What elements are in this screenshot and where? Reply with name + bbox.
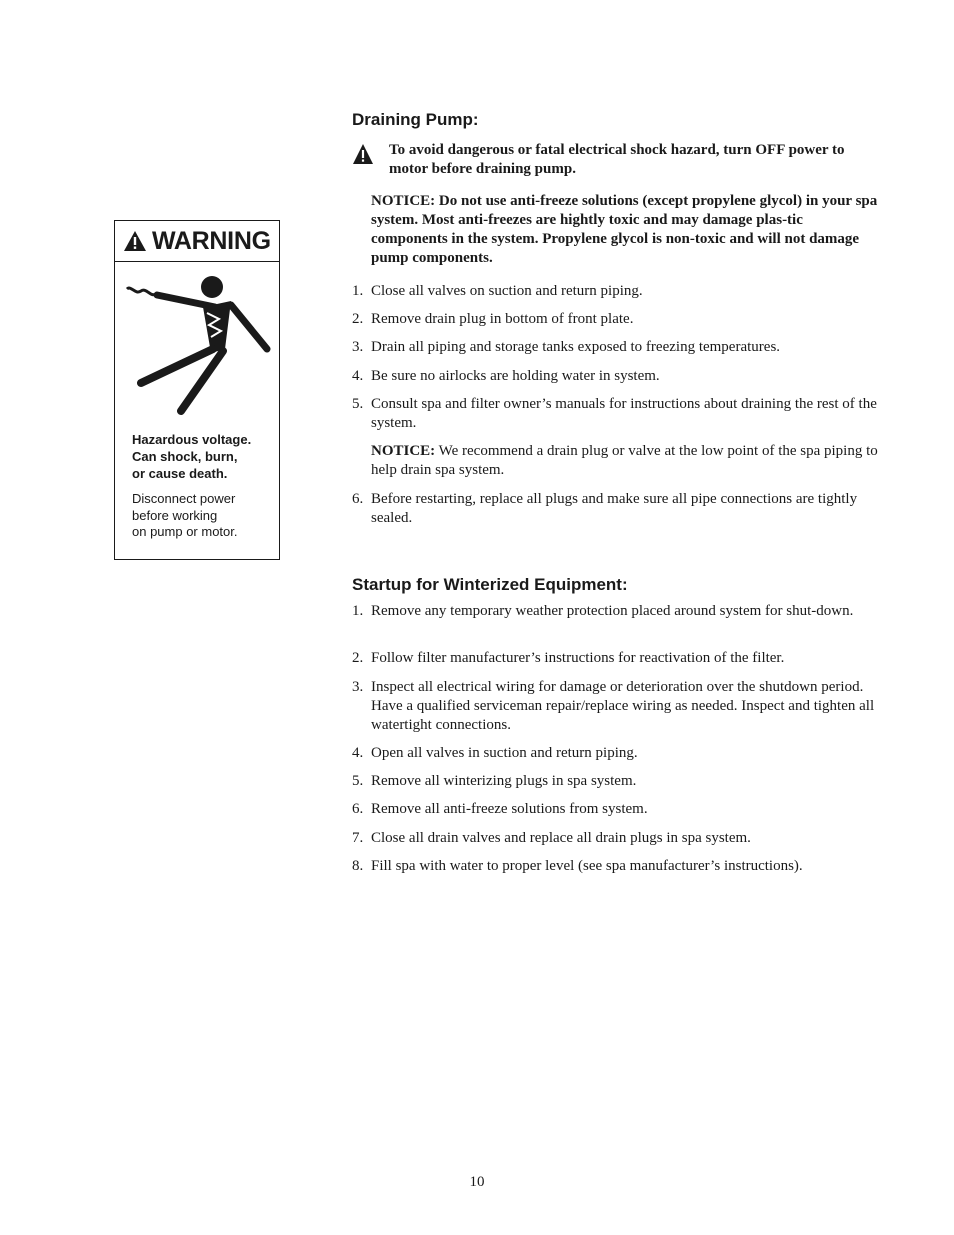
step-number: 5. (352, 773, 364, 789)
step-text: Remove drain plug in bottom of front plate. (371, 311, 634, 327)
step-text: Close all drain valves and replace all drain plugs in spa system. (371, 830, 751, 846)
hazard-line: or cause death. (132, 466, 228, 481)
step-text: Remove all anti-freeze solutions from system. (371, 801, 648, 817)
electric-shock-figure-icon (115, 267, 279, 417)
step-number: 1. (352, 603, 364, 619)
hazard-text (132, 431, 277, 482)
step-number: 1. (352, 283, 364, 299)
drain-plug-notice (371, 442, 882, 480)
warning-title: WARNING (152, 226, 271, 255)
step-text: Be sure no airlocks are holding water in system. (371, 368, 660, 384)
notice-text: We recommend a drain plug or valve at the low point of the spa piping to help drain spa system. (371, 443, 878, 478)
step-number: 3. (352, 339, 364, 355)
warning-label (114, 220, 280, 560)
warning-header (115, 221, 279, 262)
step-text: Inspect all electrical wiring for damage or deterioration over the shutdown period. Have a qualified serviceman repair/replace wiring as needed. Inspect and tighten all watertight connections. (371, 679, 875, 733)
step-text: Follow filter manufacturer’s instructions for reactivation of the filter. (371, 650, 785, 666)
hazard-line: Can shock, burn, (132, 449, 238, 464)
step-number: 7. (352, 830, 364, 846)
step-text: Drain all piping and storage tanks exposed to freezing temperatures. (371, 339, 781, 355)
step-number: 8. (352, 858, 364, 874)
disconnect-line: Disconnect power (132, 491, 236, 506)
caution-text: To avoid dangerous or fatal electrical shock hazard, turn OFF power to motor before draining pump. (389, 142, 845, 177)
antifreeze-notice: NOTICE: Do not use anti-freeze solutions (except propylene glycol) in your spa system. Most anti-freezes are hightly toxic and may damage plas-tic components in the system. Propylene glycol is non-toxic and will not damage pump components. (371, 193, 878, 266)
disconnect-line: before working (132, 507, 218, 523)
step-number: 2. (352, 311, 364, 327)
disconnect-text (132, 491, 277, 541)
step-text: Close all valves on suction and return piping. (371, 283, 643, 299)
page-number: 10 (469, 1174, 485, 1190)
warning-triangle-icon (123, 230, 147, 252)
step-text: Before restarting, replace all plugs and make sure all pipe connections are tightly sealed. (371, 491, 858, 526)
disconnect-line: on pump or motor. (132, 524, 238, 539)
step-number: 6. (352, 491, 364, 507)
step-text: Consult spa and filter owner’s manuals for instructions about draining the rest of the system. (371, 396, 877, 431)
step-number: 6. (352, 801, 364, 817)
step-number: 2. (352, 650, 364, 666)
warning-triangle-icon (352, 143, 374, 165)
startup-heading: Startup for Winterized Equipment: (352, 575, 628, 594)
draining-pump-heading: Draining Pump: (352, 110, 479, 129)
step-text: Remove any temporary weather protection placed around system for shut-down. (371, 603, 854, 619)
hazard-line: Hazardous voltage. (132, 432, 252, 447)
step-number: 4. (352, 745, 364, 761)
step-text: Fill spa with water to proper level (see spa manufacturer’s instructions). (371, 858, 803, 874)
step-text: Remove all winterizing plugs in spa system. (371, 773, 637, 789)
step-text: Open all valves in suction and return piping. (371, 745, 638, 761)
step-number: 4. (352, 368, 364, 384)
notice-label: NOTICE: (371, 443, 436, 459)
step-number: 5. (352, 396, 364, 412)
step-number: 3. (352, 679, 364, 695)
